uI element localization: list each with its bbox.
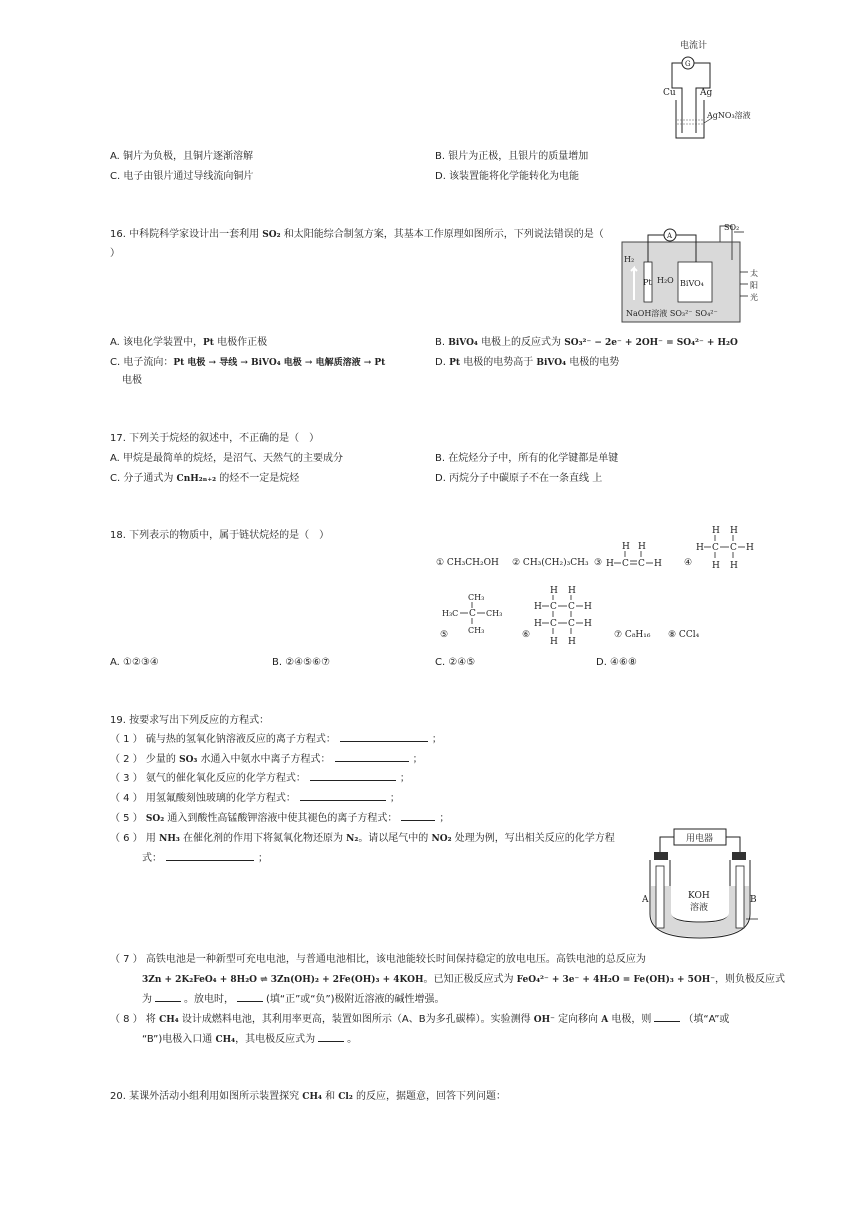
q20-stem: 20. 某课外活动小组利用如图所示装置探究 CH₄ 和 Cl₂ 的反应，据题意，回答下列问题： bbox=[110, 1091, 506, 1102]
q18-item-6-label: ⑥ bbox=[522, 630, 531, 640]
q16-option-b[interactable]: B. BiVO₄ 电极上的反应式为 SO₃²⁻ − 2e⁻ + 2OH⁻ = SO₄²⁻ + H₂O bbox=[435, 337, 738, 348]
answer-blank-5[interactable] bbox=[401, 820, 435, 821]
q18-item-5-label: ⑤ bbox=[440, 630, 449, 640]
q18-option-b[interactable]: B. ②④⑤⑥⑦ bbox=[272, 657, 331, 668]
q18-item-3-label: ③ bbox=[594, 558, 603, 568]
sun-label-1: 太 bbox=[750, 269, 758, 278]
answer-blank-8a[interactable] bbox=[654, 1021, 680, 1022]
q15-option-d[interactable]: D. 该装置能将化学能转化为电能 bbox=[435, 171, 580, 182]
electrode-a-label: A bbox=[642, 895, 649, 905]
svg-text:C: C bbox=[712, 543, 719, 553]
electrode-b-label: B bbox=[750, 895, 757, 905]
sun-label-3: 光 bbox=[750, 293, 758, 302]
q18-stem: 18. 下列表示的物质中，属于链状烷烃的是（ ） bbox=[110, 530, 330, 541]
q19-line-7c: 为 。放电时， (填“正”或“负”)极附近溶液的碱性增强。 bbox=[142, 994, 445, 1005]
ethane-structure bbox=[694, 524, 760, 572]
svg-text:CH₃: CH₃ bbox=[468, 593, 485, 602]
q19-line-1: （ 1 ） 硫与热的氢氧化钠溶液反应的离子方程式： ； bbox=[110, 734, 442, 745]
q18-option-c[interactable]: C. ②④⑤ bbox=[435, 657, 476, 668]
fuel-cell-figure bbox=[642, 826, 760, 944]
q18-item-2: ② CH₃(CH₂)₃CH₃ bbox=[512, 558, 589, 568]
svg-text:H: H bbox=[712, 526, 720, 536]
q15-option-b[interactable]: B. 银片为正极，且银片的质量增加 bbox=[435, 151, 589, 162]
so2-inlet-label: SO₂ bbox=[724, 223, 740, 232]
q18-option-d[interactable]: D. ④⑥⑧ bbox=[596, 657, 637, 668]
svg-text:C: C bbox=[568, 602, 575, 612]
ag-label: Ag bbox=[700, 88, 713, 98]
svg-text:C: C bbox=[568, 619, 575, 629]
q17-option-b[interactable]: B. 在烷烃分子中，所有的化学键都是单键 bbox=[435, 453, 619, 464]
answer-blank-4[interactable] bbox=[300, 800, 386, 801]
answer-blank-3[interactable] bbox=[310, 780, 396, 781]
q19-line-7: （ 7 ） 高铁电池是一种新型可充电电池，与普通电池相比，该电池能较长时间保持稳定的放电电压。高铁电池的总反应为 bbox=[110, 954, 646, 965]
butane-structure bbox=[532, 584, 602, 648]
svg-text:H: H bbox=[584, 602, 592, 612]
svg-text:H: H bbox=[696, 543, 704, 553]
q19-line-2: （ 2 ） 少量的 SO₃ 水通入中氨水中离子方程式： ； bbox=[110, 754, 423, 765]
q18-option-a[interactable]: A. ①②③④ bbox=[110, 657, 159, 668]
svg-text:C: C bbox=[550, 602, 557, 612]
svg-text:H: H bbox=[534, 602, 542, 612]
sun-label-2: 阳 bbox=[750, 281, 758, 290]
q17-option-c[interactable]: C. 分子通式为 CnH₂ₙ₊₂ 的烃不一定是烷烃 bbox=[110, 473, 300, 484]
svg-text:C: C bbox=[469, 609, 476, 619]
svg-text:H: H bbox=[550, 637, 558, 647]
q19-line-5: （ 5 ） SO₂ 通入到酸性高锰酸钾溶液中使其褪色的离子方程式： ； bbox=[110, 813, 450, 824]
q18-item-1: ① CH₃CH₂OH bbox=[436, 558, 499, 568]
q19-line-6: （ 6 ） 用 NH₃ 在催化剂的作用下将氮氧化物还原为 N₂。请以尾气中的 NO₂ 处理为例，写出相关反应的化学方程 bbox=[110, 833, 615, 844]
svg-text:H: H bbox=[622, 542, 630, 552]
svg-text:H: H bbox=[606, 559, 614, 569]
q18-item-4-label: ④ bbox=[684, 558, 693, 568]
q19-stem: 19. 按要求写出下列反应的方程式： bbox=[110, 715, 270, 726]
agno3-label: AgNO₃溶液 bbox=[707, 111, 751, 120]
solution-label: 溶液 bbox=[690, 903, 709, 913]
q17-option-a[interactable]: A. 甲烷是最简单的烷烃，是沼气、天然气的主要成分 bbox=[110, 453, 344, 464]
svg-text:C: C bbox=[638, 559, 645, 569]
galvanometer-label: 电流计 bbox=[680, 41, 708, 51]
pt-label: Pt bbox=[643, 278, 652, 287]
q15-option-c[interactable]: C. 电子由银片通过导线流向铜片 bbox=[110, 171, 254, 182]
svg-text:H: H bbox=[584, 619, 592, 629]
q19-line-4: （ 4 ） 用氢氟酸刻蚀玻璃的化学方程式： ； bbox=[110, 793, 400, 804]
svg-text:H: H bbox=[568, 586, 576, 596]
ethylene-structure bbox=[604, 540, 666, 570]
svg-text:H: H bbox=[638, 542, 646, 552]
q19-line-7b: 3Zn + 2K₂FeO₄ + 8H₂O ⇌ 3Zn(OH)₂ + 2Fe(OH)₃ + 4KOH。已知正极反应式为 FeO₄²⁻ + 3e⁻ + 4H₂O = Fe(OH)₃ + 5OH⁻，则负极反应式 bbox=[142, 974, 786, 985]
h2-label: H₂ bbox=[624, 255, 635, 264]
q16-option-d[interactable]: D. Pt 电极的电势高于 BiVO₄ 电极的电势 bbox=[435, 357, 620, 368]
naoh-solution-label: NaOH溶液 SO₃²⁻ SO₄²⁻ bbox=[626, 309, 718, 318]
galvanic-cell-figure bbox=[660, 38, 770, 143]
svg-text:H: H bbox=[568, 637, 576, 647]
answer-blank-7a[interactable] bbox=[155, 1001, 181, 1002]
answer-blank-6[interactable] bbox=[166, 860, 254, 861]
device-label: 用电器 bbox=[686, 834, 714, 844]
q19-line-8: （ 8 ） 将 CH₄ 设计成燃料电池，其利用率更高，装置如图所示（A、B为多孔碳棒）。实验测得 OH⁻ 定向移向 A 电极，则 （填“A”或 bbox=[110, 1014, 730, 1025]
q16-option-c-end: 电极 bbox=[122, 375, 142, 386]
q16-electrolysis-figure bbox=[620, 220, 770, 325]
bivo4-label: BiVO₄ bbox=[680, 279, 704, 288]
svg-text:H: H bbox=[746, 543, 754, 553]
water-label: H₂O bbox=[657, 276, 674, 285]
svg-text:H: H bbox=[654, 559, 662, 569]
svg-text:H: H bbox=[534, 619, 542, 629]
q19-line-3: （ 3 ） 氨气的催化氧化反应的化学方程式： ； bbox=[110, 773, 410, 784]
galvanometer-symbol: G bbox=[685, 60, 691, 68]
q16-stem-end: ） bbox=[110, 248, 120, 259]
q18-item-7: ⑦ C₈H₁₆ bbox=[614, 630, 651, 640]
svg-text:C: C bbox=[550, 619, 557, 629]
svg-text:H₃C: H₃C bbox=[442, 609, 459, 618]
q17-option-d[interactable]: D. 丙烷分子中碳原子不在一条直线 上 bbox=[435, 473, 603, 484]
ammeter-symbol: A bbox=[667, 232, 673, 240]
neopentane-structure bbox=[440, 590, 510, 636]
answer-blank-7b[interactable] bbox=[237, 1001, 263, 1002]
q15-option-a[interactable]: A. 铜片为负极，且铜片逐渐溶解 bbox=[110, 151, 254, 162]
koh-label: KOH bbox=[688, 891, 710, 901]
svg-text:CH₃: CH₃ bbox=[486, 609, 503, 618]
q19-line-8b: “B”)电极入口通 CH₄，其电极反应式为 。 bbox=[142, 1034, 358, 1045]
svg-text:C: C bbox=[730, 543, 737, 553]
q16-stem: 16. 中科院科学家设计出一套利用 SO₂ 和太阳能综合制氢方案，其基本工作原理如图所示，下列说法错误的是（ bbox=[110, 229, 604, 240]
svg-text:CH₃: CH₃ bbox=[468, 626, 485, 635]
svg-text:H: H bbox=[730, 526, 738, 536]
q18-item-8: ⑧ CCl₄ bbox=[668, 630, 700, 640]
answer-blank-8b[interactable] bbox=[318, 1041, 344, 1042]
svg-text:H: H bbox=[712, 561, 720, 571]
q17-stem: 17. 下列关于烷烃的叙述中，不正确的是（ ） bbox=[110, 433, 320, 444]
q16-option-c[interactable]: C. 电子流向：Pt 电极 → 导线 → BiVO₄ 电极 → 电解质溶液 → Pt bbox=[110, 357, 386, 368]
answer-blank-1[interactable] bbox=[340, 741, 428, 742]
svg-text:C: C bbox=[622, 559, 629, 569]
svg-text:H: H bbox=[730, 561, 738, 571]
svg-text:H: H bbox=[550, 586, 558, 596]
answer-blank-2[interactable] bbox=[335, 761, 409, 762]
cu-label: Cu bbox=[663, 88, 676, 98]
q19-line-6b: 式： ； bbox=[142, 853, 268, 864]
q16-option-a[interactable]: A. 该电化学装置中，Pt 电极作正极 bbox=[110, 337, 268, 348]
